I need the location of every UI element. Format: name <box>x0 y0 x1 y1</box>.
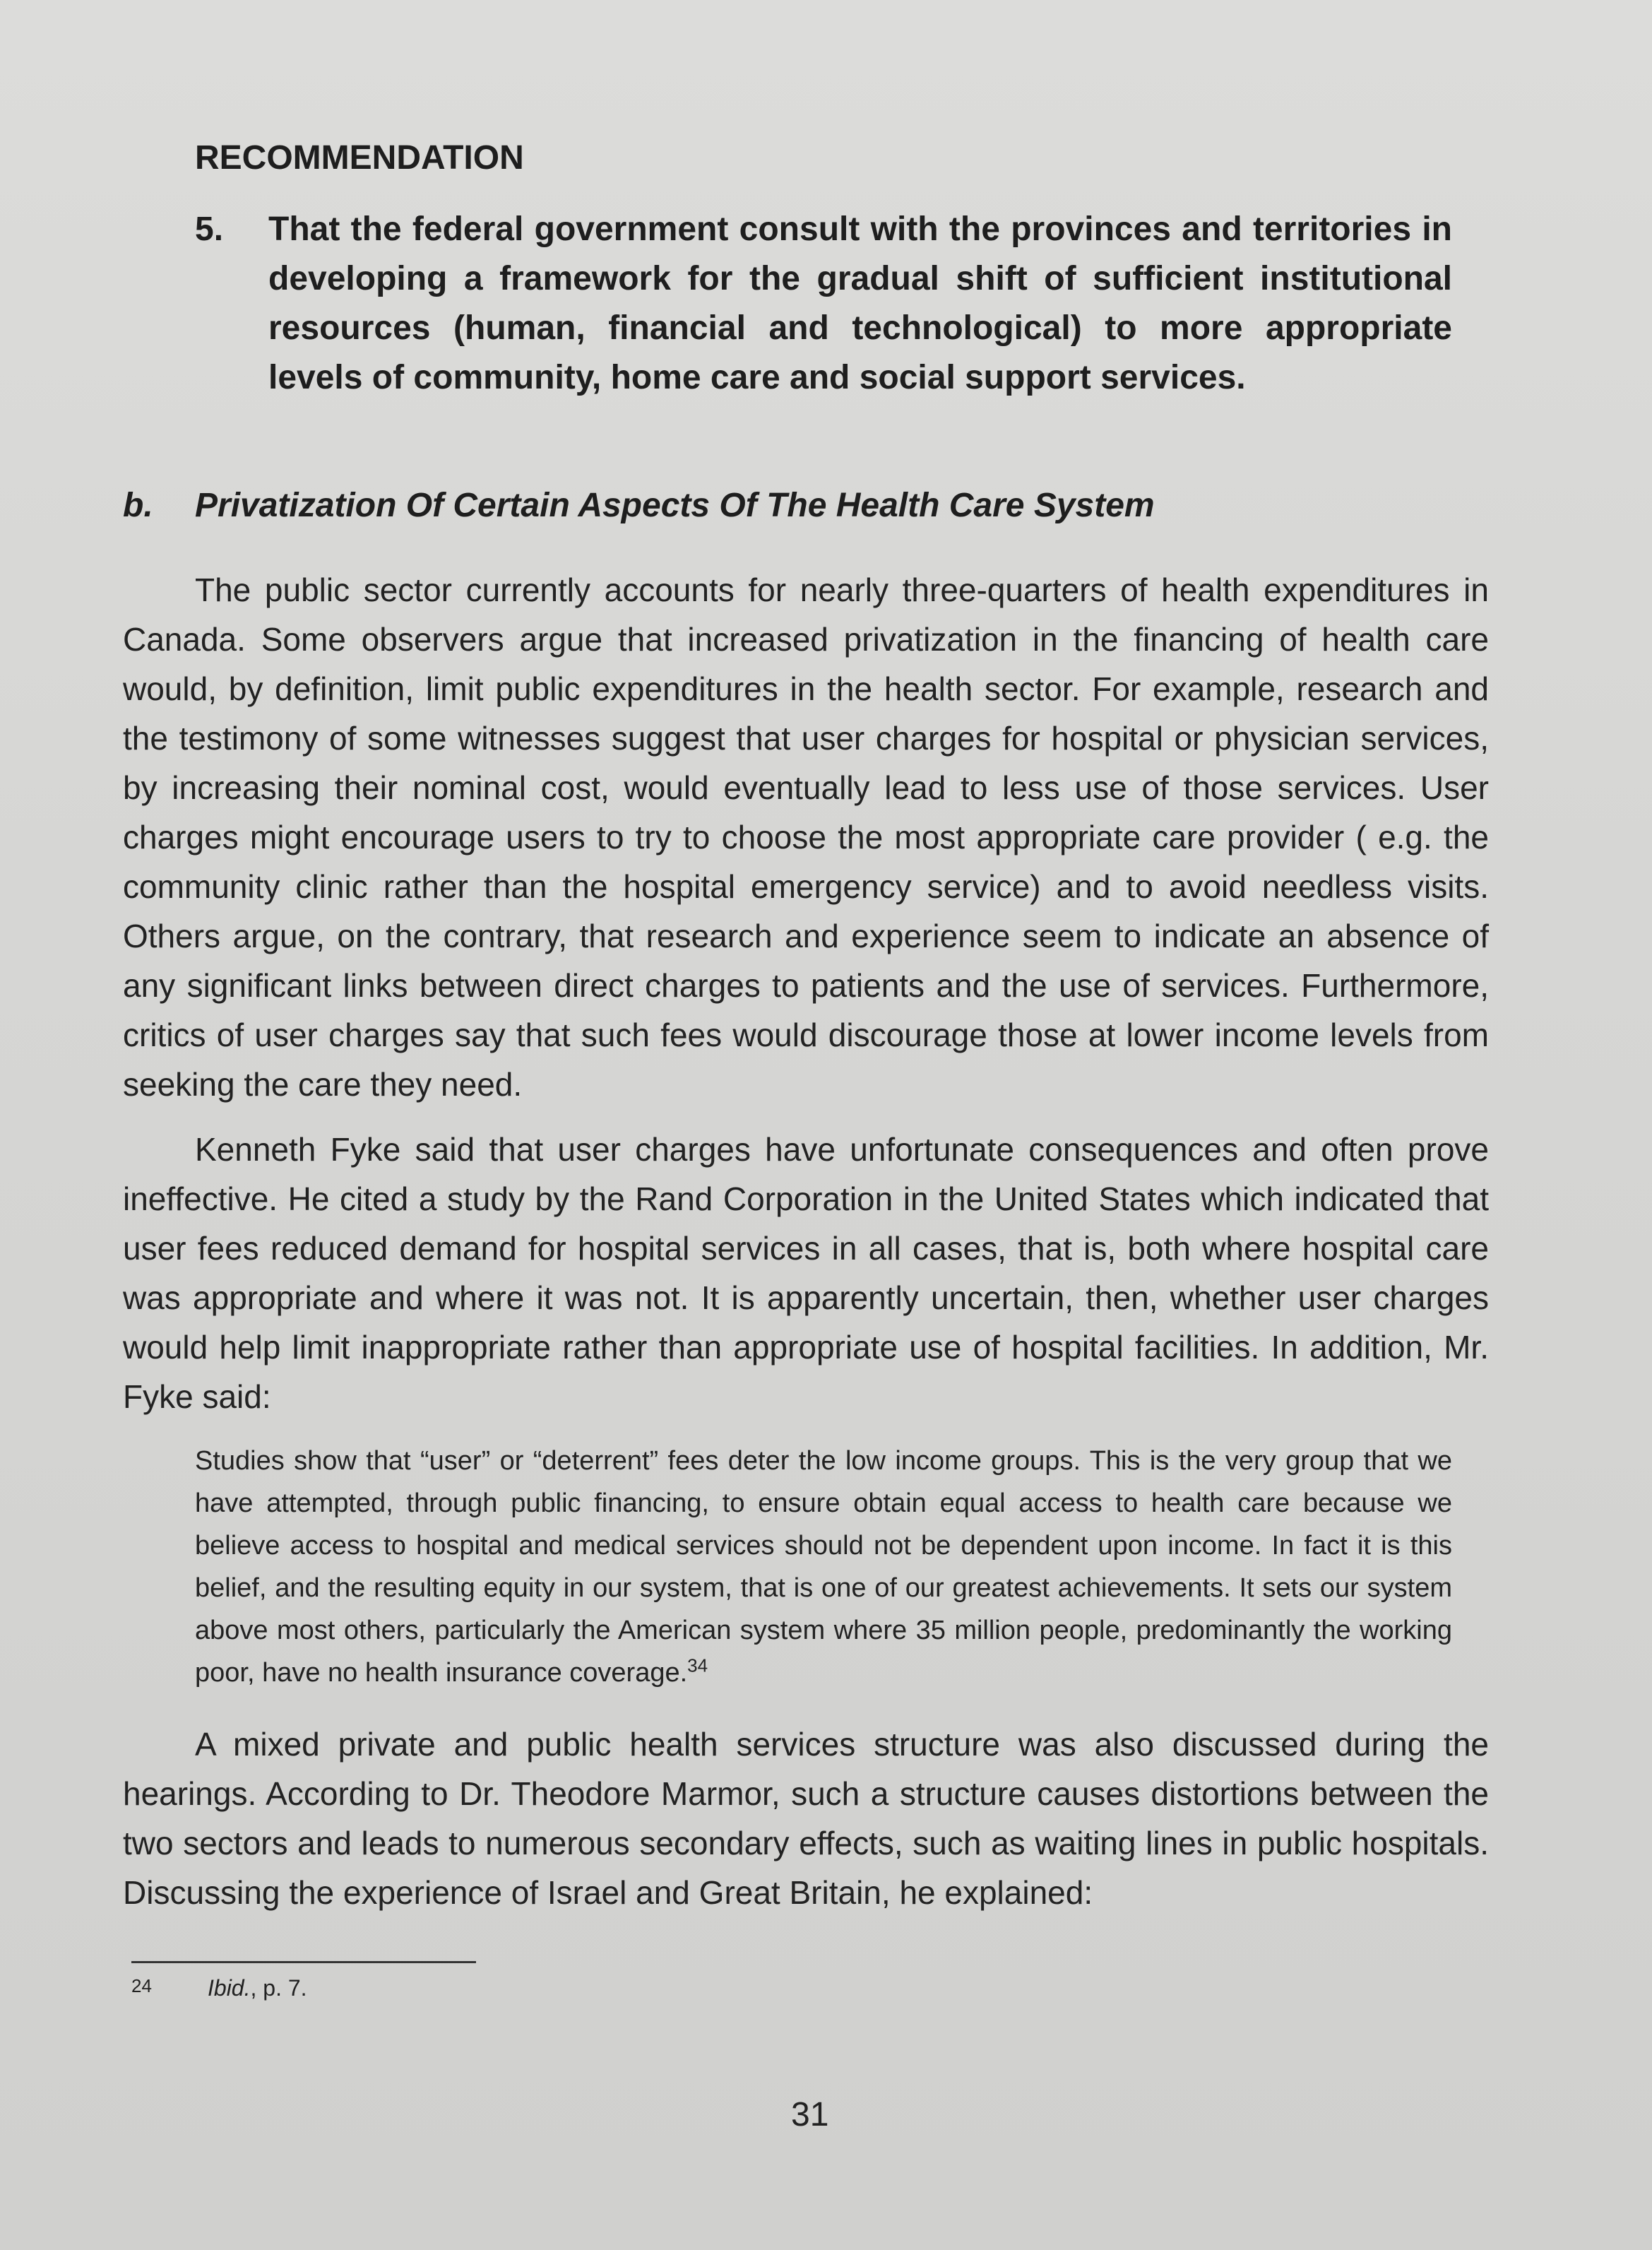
page-number: 31 <box>791 2096 829 2133</box>
section-title: Privatization Of Certain Aspects Of The Health Care System <box>195 487 1155 524</box>
recommendation-item <box>195 205 1452 403</box>
section-letter: b. <box>123 487 153 524</box>
recommendation-number: 5. <box>195 211 224 248</box>
quote-footnote-ref[interactable]: 34 <box>687 1654 708 1676</box>
footnote-divider <box>131 1961 476 1963</box>
footnote-number: 24 <box>131 1975 152 1996</box>
recommendation-heading: RECOMMENDATION <box>195 139 524 177</box>
footnote-text: , p. 7. <box>250 1975 307 2001</box>
section-heading <box>123 486 1155 525</box>
body-paragraph: Kenneth Fyke said that user charges have unfortunate consequences and often prove ineffective. He cited a study by the Rand Corporation in the United States which indicated that user fees reduced demand for hospital services in all cases, that is, both where hospital care was appropriate and where it was not. It is apparently uncertain, then, whether user charges would help limit inappropriate rather than appropriate use of hospital facilities. In addition, Mr. Fyke said: <box>123 1131 1489 1415</box>
body-paragraph: A mixed private and public health services structure was also discussed during the hearings. According to Dr. Theodore Marmor, such a structure causes distortions between the two sectors and leads to numerous secondary effects, such as waiting lines in public hospitals. Discussing the experience of Israel and Great Britain, he explained: <box>123 1726 1489 1911</box>
footnote <box>131 1975 307 2001</box>
recommendation-text: That the federal government consult with the provinces and territories in developing a framework for the gradual shift of sufficient institutional resources (human, financial and technological) to more appropriate levels of community, home care and social support services. <box>268 211 1452 396</box>
footnote-ibid: Ibid. <box>208 1975 251 2001</box>
quote-text: Studies show that “user” or “deterrent” fees deter the low income groups. This is the very group that we have attempted, through public financing, to ensure obtain equal access to health care because we believe access to hospital and medical services should not be dependent upon income. In fact it is this belief, and the resulting equity in our system, that is one of our greatest achievements. It sets our system above most others, particularly the American system where 35 million people, predominantly the working poor, have no health insurance coverage. <box>195 1446 1452 1688</box>
block-quote <box>195 1440 1452 1694</box>
body-paragraph: The public sector currently accounts for nearly three-quarters of health expenditures in Canada. Some observers argue that increased privatization in the financing of health care would, by definition, limit public expenditures in the health sector. For example, research and the testimony of some witnesses suggest that user charges for hospital or physician services, by increasing their nominal cost, would eventually lead to less use of those services. User charges might encourage users to try to choose the most appropriate care provider ( e.g. the community clinic rather than the hospital emergency service) and to avoid needless visits. Others argue, on the contrary, that research and experience seem to indicate an absence of any significant links between direct charges to patients and the use of services. Furthermore, critics of user charges say that such fees would discourage those at lower income levels from seeking the care they need. <box>123 572 1489 1103</box>
